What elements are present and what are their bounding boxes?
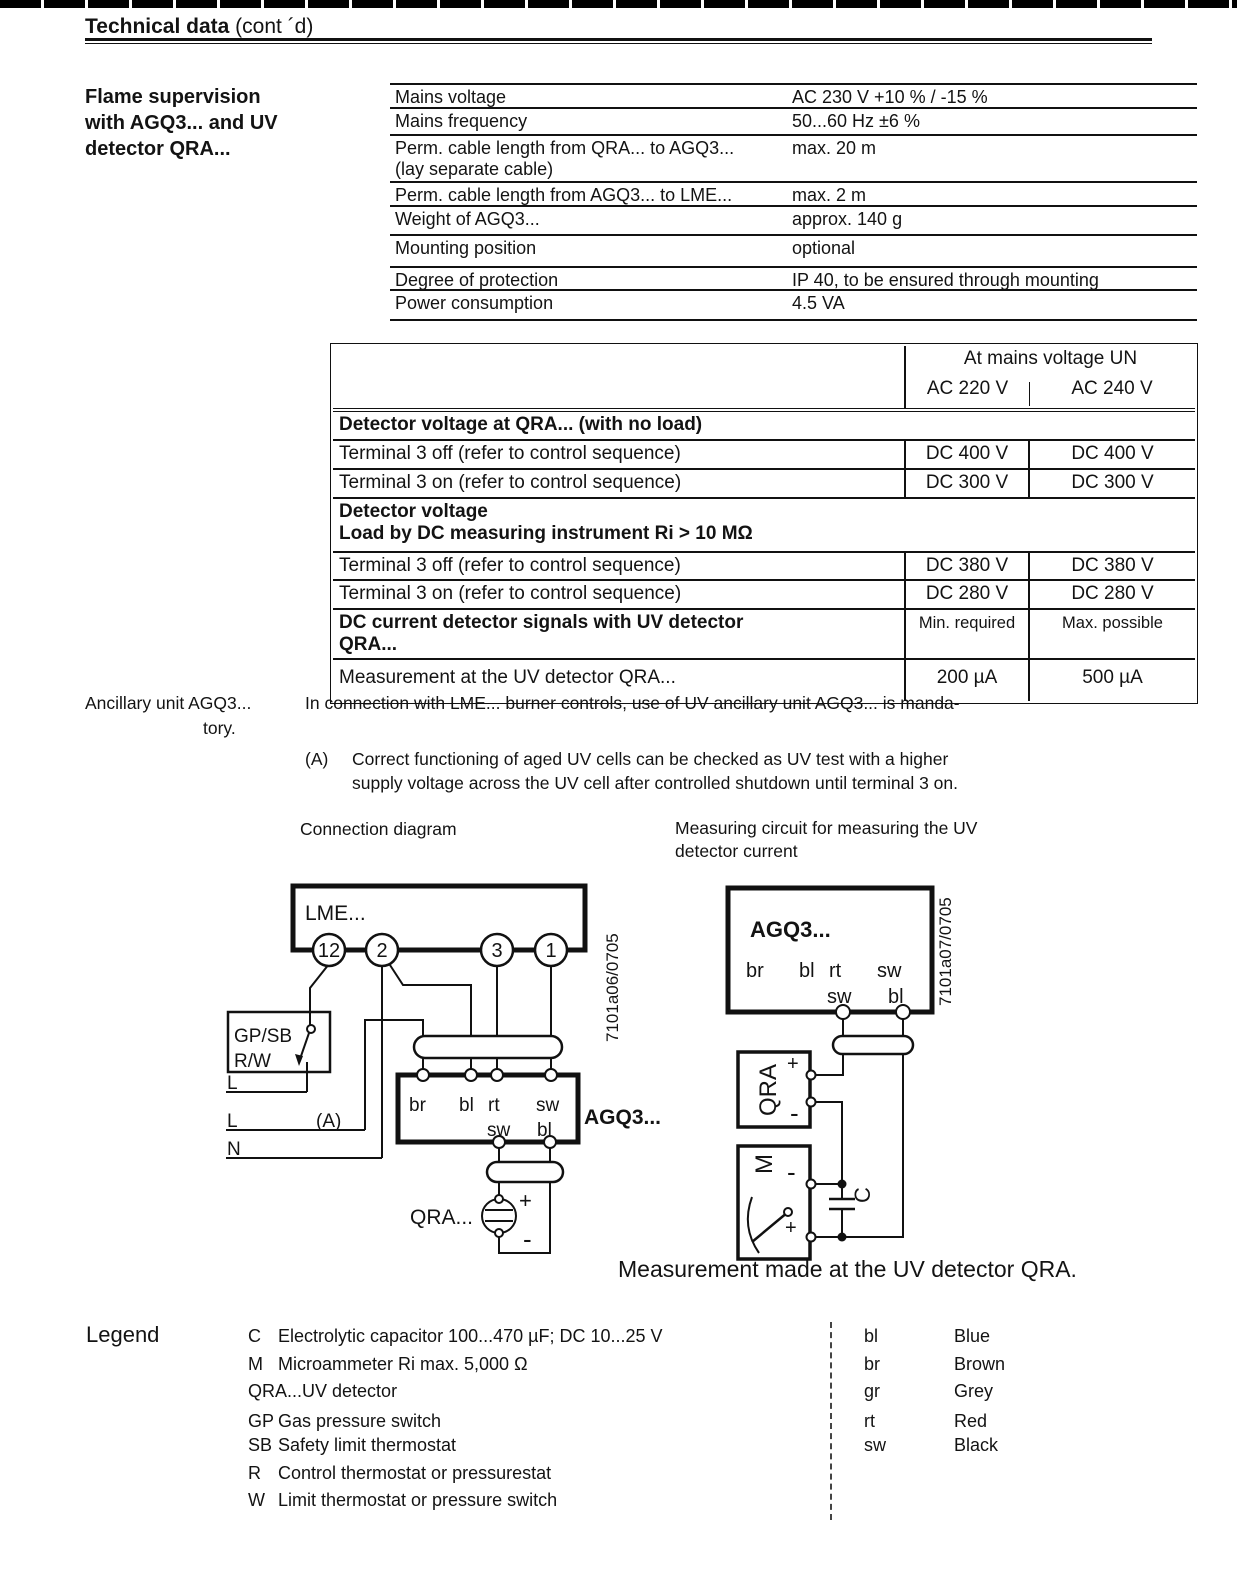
t2-row-label-line2: QRA... — [339, 634, 398, 655]
agq-right-label-sw: sw — [877, 960, 902, 982]
spec-value: 50...60 Hz ±6 % — [792, 111, 920, 131]
measurement-caption: Measurement made at the UV detector QRA. — [618, 1256, 1077, 1282]
junction-dot-top — [838, 1180, 847, 1189]
legend-desc: Control thermostat or pressurestat — [278, 1463, 552, 1483]
agq-label-rt: rt — [488, 1095, 500, 1116]
agq-label-sw: sw — [536, 1095, 560, 1116]
t2-value: DC 280 V — [1029, 580, 1195, 609]
legend-item — [248, 1381, 397, 1402]
qra-box-label: QRA — [755, 1063, 782, 1116]
t2-data-row — [333, 469, 1195, 498]
color-abbr: br — [864, 1354, 881, 1374]
spec-value: optional — [792, 238, 856, 258]
meter-plus: + — [785, 1217, 797, 1239]
section-heading — [85, 84, 345, 162]
spec-label-line2: (lay separate cable) — [395, 159, 554, 179]
t2-value: 500 µA — [1029, 659, 1195, 701]
agq-right-label-bl2: bl — [888, 986, 904, 1008]
spec-label: Perm. cable length from AGQ3... to LME... — [395, 185, 733, 205]
t2-value: DC 380 V — [905, 552, 1029, 580]
color-abbr: bl — [864, 1326, 879, 1346]
noteA-text — [352, 747, 958, 795]
agq-right-label-bl: bl — [799, 960, 815, 982]
meter-minus: - — [787, 1157, 796, 1187]
t2-corner-cell — [333, 346, 905, 410]
t2-row-label: Terminal 3 off (refer to control sequence) — [333, 440, 905, 469]
t2-row-label: Terminal 3 on (refer to control sequence) — [333, 580, 905, 609]
capacitor-label: C — [850, 1187, 875, 1203]
junction-dot-bottom — [838, 1233, 847, 1242]
legend-item — [248, 1435, 456, 1456]
line-n-label: N — [227, 1139, 241, 1160]
section-heading-line3: detector QRA... — [85, 138, 231, 160]
agq-box-right-label: AGQ3... — [750, 917, 831, 942]
spec-label-line1: Perm. cable length from QRA... to AGQ3... — [395, 138, 735, 158]
page-title-bold: Technical data — [85, 15, 230, 38]
spec-value: approx. 140 g — [792, 209, 903, 229]
page-title — [85, 15, 313, 39]
scan-edge-bar — [0, 0, 1237, 8]
terminal-3-label: 3 — [491, 940, 503, 962]
t2-data-row — [333, 552, 1195, 580]
qra-box-plus: + — [787, 1053, 799, 1075]
agq-right-label-sw2: sw — [827, 986, 852, 1008]
spec-row — [390, 109, 1197, 136]
ancillary-body: In connection with LME... burner controls, use of UV ancillary unit AGQ3... is manda- — [305, 693, 960, 713]
section-heading-line2: with AGQ3... and UV — [85, 112, 278, 134]
t2-col-ac220: AC 220 V — [905, 376, 1029, 410]
legend-item — [248, 1354, 528, 1375]
legend-key: SB — [248, 1435, 273, 1455]
title-rule — [85, 38, 1152, 44]
t2-header-span: At mains voltage UN — [905, 346, 1195, 376]
legend-item — [248, 1490, 557, 1511]
t2-value: DC 280 V — [905, 580, 1029, 609]
line-l2-label: L — [227, 1111, 238, 1132]
detector-voltage-table — [330, 343, 1198, 704]
spec-value: 4.5 VA — [792, 293, 845, 313]
agq-terminal-bl — [465, 1069, 477, 1081]
qra-minus-label: - — [523, 1224, 532, 1254]
legend-item — [248, 1326, 663, 1347]
microammeter-label: M — [751, 1154, 778, 1174]
switch-arrow — [295, 1054, 303, 1066]
terminal-12-label: 12 — [317, 940, 341, 962]
legend-item — [248, 1463, 551, 1484]
diagram-ref-left: 7101a06/0705 — [603, 933, 622, 1042]
spec-value: max. 2 m — [792, 185, 867, 205]
uv-cell-terminal-bottom — [495, 1229, 503, 1237]
uv-cell-terminal-top — [495, 1195, 503, 1203]
spec-row — [390, 291, 1197, 321]
caption-measuring-line2: detector current — [675, 841, 798, 861]
t2-section-line2: Load by DC measuring instrument Ri > 10 MΩ — [339, 523, 753, 544]
color-name: Blue — [954, 1326, 991, 1346]
note-a-marker: (A) — [316, 1111, 342, 1132]
t2-value: DC 400 V — [905, 440, 1029, 469]
qra-box-terminal-plus — [807, 1071, 816, 1080]
diagram-ref-right: 7101a07/0705 — [936, 897, 955, 1006]
t2-data-row — [333, 580, 1195, 609]
t2-section-row — [333, 498, 1195, 552]
t2-section-row — [333, 410, 1195, 440]
legend-key: M — [248, 1354, 263, 1374]
agq-label-bl: bl — [459, 1095, 474, 1116]
agq-right-label-br: br — [746, 960, 764, 982]
spec-label: Degree of protection — [395, 270, 559, 290]
caption-connection-diagram: Connection diagram — [300, 819, 457, 839]
meter-terminal-plus — [807, 1233, 816, 1242]
legend-desc: Electrolytic capacitor 100...470 µF; DC 10...25 V — [278, 1326, 663, 1346]
color-name: Red — [954, 1411, 988, 1431]
ancillary-side-label2: tory. — [203, 718, 236, 738]
meter-terminal-minus — [807, 1180, 816, 1189]
legend-desc: Microammeter Ri max. 5,000 Ω — [278, 1354, 528, 1374]
qra-box-terminal-minus — [807, 1098, 816, 1107]
t2-section-line1: Detector voltage — [339, 501, 488, 522]
spec-label: Mains voltage — [395, 87, 507, 107]
cable-marker — [414, 1036, 562, 1058]
legend-desc: Safety limit thermostat — [278, 1435, 457, 1455]
qra-detector-label: QRA... — [410, 1206, 474, 1229]
t2-value: Min. required — [905, 609, 1029, 659]
spec-label: Power consumption — [395, 293, 554, 313]
agq-label-bl2: bl — [537, 1120, 552, 1141]
legend-divider — [830, 1322, 832, 1520]
legend-key: R — [248, 1463, 261, 1483]
legend-desc: Limit thermostat or pressure switch — [278, 1490, 558, 1510]
agq-terminal-br — [417, 1069, 429, 1081]
spec-row — [390, 268, 1197, 291]
color-name: Brown — [954, 1354, 1006, 1374]
color-name: Black — [954, 1435, 999, 1455]
section-heading-line1: Flame supervision — [85, 86, 261, 108]
spec-row — [390, 183, 1197, 207]
t2-value: DC 300 V — [1029, 469, 1195, 498]
color-abbr: rt — [864, 1411, 875, 1431]
switch-blade — [300, 1033, 309, 1059]
measuring-circuit-diagram — [700, 880, 992, 1270]
spec-label: Mains frequency — [395, 111, 528, 131]
connection-diagram — [224, 876, 674, 1266]
cable-marker-2 — [487, 1162, 563, 1182]
terminal-1-label: 1 — [545, 940, 557, 962]
caption-measuring-line1: Measuring circuit for measuring the UV — [675, 818, 978, 838]
meter-needle-pivot — [784, 1208, 792, 1216]
t2-section-label — [333, 498, 1195, 552]
legend-desc: Gas pressure switch — [278, 1411, 442, 1431]
legend-key: C — [248, 1326, 261, 1346]
terminal-2-label: 2 — [376, 940, 388, 962]
legend-item — [248, 1411, 441, 1432]
t2-section-label: Detector voltage at QRA... (with no load) — [333, 410, 1195, 440]
t2-header-row1 — [333, 346, 1195, 376]
line-l1-label: L — [227, 1073, 238, 1094]
agq-terminal-rt — [491, 1069, 503, 1081]
cable-marker-right — [833, 1036, 913, 1054]
spec-table — [390, 83, 1197, 321]
ancillary-side-label: Ancillary unit AGQ3... — [85, 693, 252, 713]
page-title-cont: (cont ´d) — [235, 15, 314, 38]
noteA-line2: supply voltage across the UV cell after controlled shutdown until terminal 3 on. — [352, 773, 959, 793]
legend-key: GP — [248, 1411, 275, 1431]
agq-label-br: br — [409, 1095, 426, 1116]
spec-label — [395, 138, 792, 181]
t2-value: Max. possible — [1029, 609, 1195, 659]
t2-col-ac240: AC 240 V — [1029, 376, 1195, 410]
t2-value: DC 300 V — [905, 469, 1029, 498]
noteA-line1: Correct functioning of aged UV cells can be checked as UV test with a higher — [352, 749, 949, 769]
t2-row-label: Terminal 3 off (refer to control sequence) — [333, 552, 905, 580]
spec-value: IP 40, to be ensured through mounting — [792, 270, 1099, 290]
t2-value: DC 380 V — [1029, 552, 1195, 580]
switch-contact — [307, 1025, 315, 1033]
spec-label: Mounting position — [395, 238, 537, 258]
color-abbr: sw — [864, 1435, 886, 1455]
spec-row — [390, 236, 1197, 268]
t2-value: 200 µA — [905, 659, 1029, 701]
agq-box-left-label: AGQ3... — [584, 1106, 662, 1129]
color-abbr: gr — [864, 1381, 881, 1401]
color-name: Grey — [954, 1381, 994, 1401]
agq-right-label-rt: rt — [829, 960, 842, 982]
t2-data-row — [333, 440, 1195, 469]
t2-row-label: Measurement at the UV detector QRA... — [339, 667, 676, 688]
noteA-marker: (A) — [305, 749, 329, 769]
spec-row — [390, 136, 1197, 183]
legend-desc: UV detector — [302, 1381, 398, 1401]
agq-label-sw2: sw — [487, 1120, 511, 1141]
qra-plus-label: + — [519, 1188, 532, 1213]
legend-key: W — [248, 1490, 265, 1510]
legend-heading: Legend — [86, 1322, 160, 1347]
legend-key: QRA... — [248, 1381, 303, 1401]
switch-label-rw: R/W — [234, 1051, 271, 1072]
t2-data-row — [333, 609, 1195, 659]
uv-cell-symbol — [482, 1199, 516, 1233]
t2-row-label: Terminal 3 on (refer to control sequence) — [333, 469, 905, 498]
spec-value: max. 20 m — [792, 138, 877, 158]
spec-row — [390, 207, 1197, 236]
spec-value: AC 230 V +10 % / -15 % — [792, 87, 988, 107]
t2-value: DC 400 V — [1029, 440, 1195, 469]
t2-row-label-line1: DC current detector signals with UV detector — [339, 612, 744, 633]
qra-box-minus: - — [790, 1098, 799, 1128]
switch-label-gpsb: GP/SB — [234, 1026, 293, 1047]
caption-measuring-circuit — [675, 817, 977, 863]
spec-label: Weight of AGQ3... — [395, 209, 540, 229]
t2-row-label — [333, 609, 905, 659]
lme-label: LME... — [305, 902, 366, 925]
spec-row — [390, 85, 1197, 109]
agq-terminal-sw — [545, 1069, 557, 1081]
